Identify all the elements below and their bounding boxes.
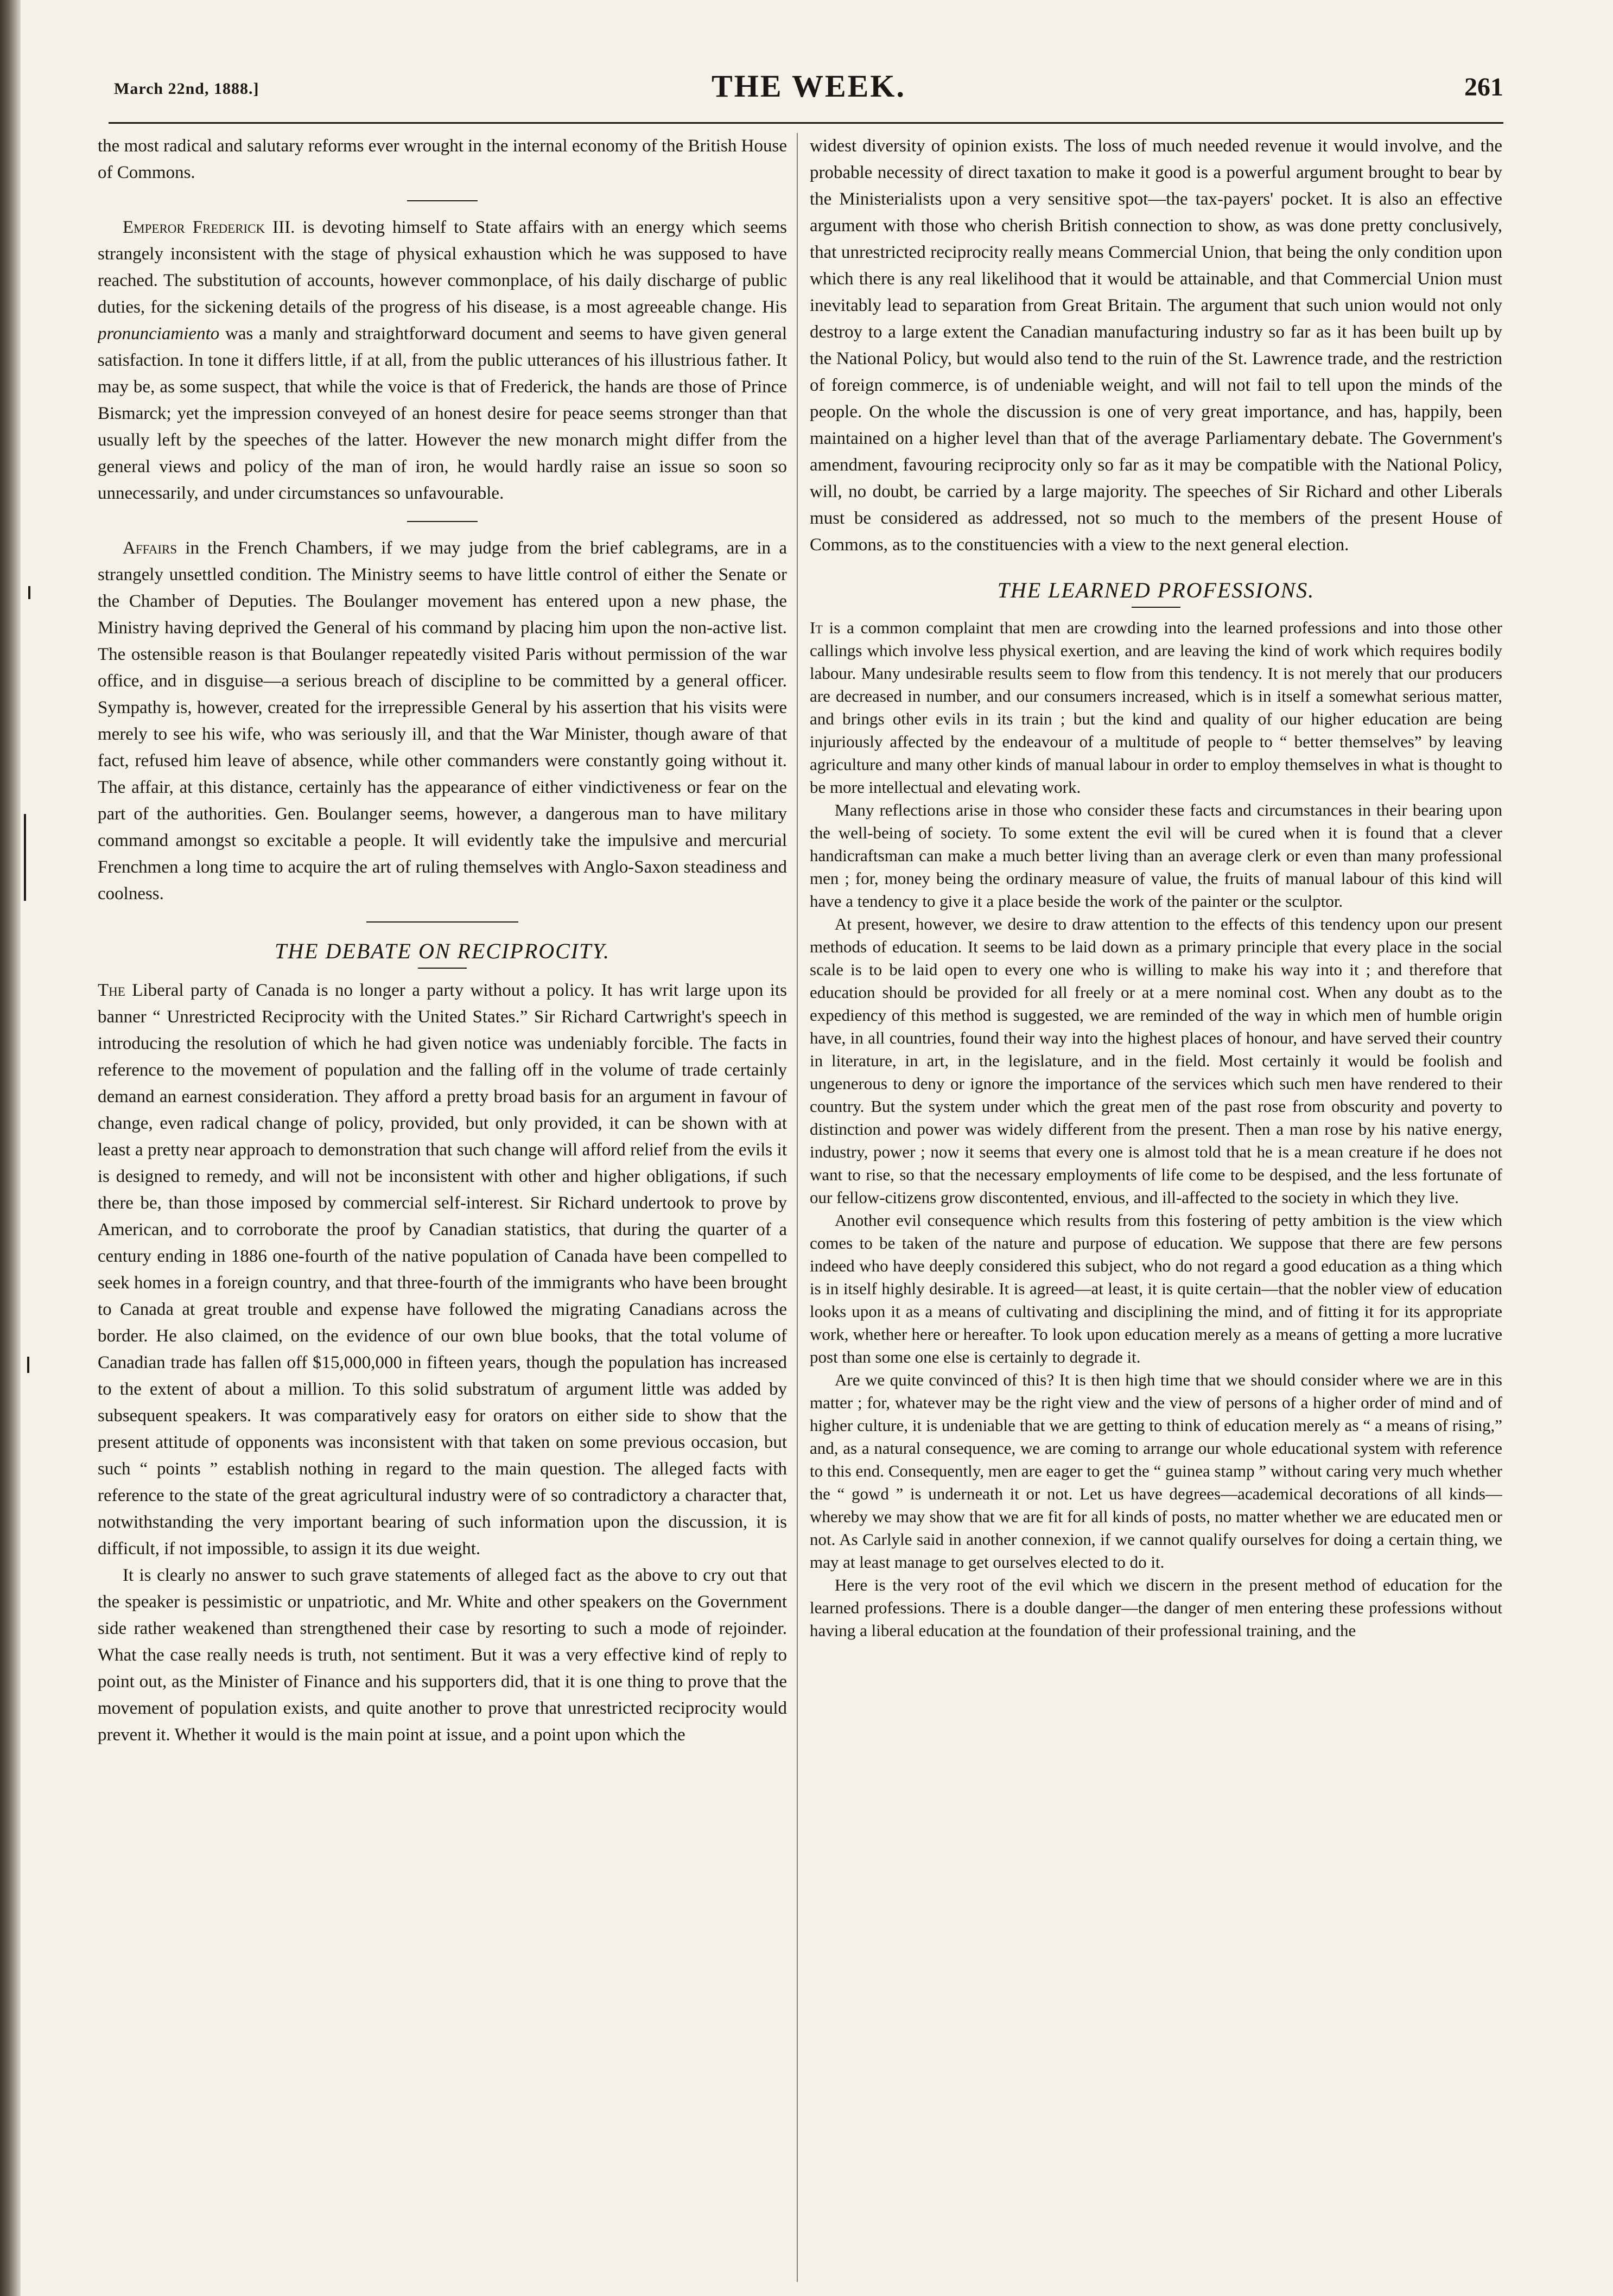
paragraph-emperor-frederick: Emperor Frederick III. is devoting himself to State affairs with an energy which seems strangely inconsistent with the stage of physical exhaustion which he was supposed to have reached. The substitution of accounts, however commonplace, of his daily discharge of public duties, for the sickening details of the progress of his disease, is a most agreeable change. His pronunciamiento was a manly and straightforward document and seems to have given general satisfaction. In tone it differs little, if at all, from the public utterances of his illustrious father. It may be, as some suspect, that while the voice is that of Frederick, the hands are those of Prince Bismarck; yet the impression conveyed of an honest desire for peace seems stronger than that usually left by the speeches of the latter. However the new monarch might differ from the general views and policy of the man of iron, he would hardly raise an issue so soon so unnecessarily, and under circumstances so unfavourable. — [98, 218, 787, 503]
heading-rule — [1132, 607, 1180, 608]
paragraph-continued-reciprocity: widest diversity of opinion exists. The loss of much needed revenue it would involve, and the probable necessity of direct taxation to make it good is a powerful argument brought to bear by the Ministerialists upon a very sensitive spot—the tax-payers' pocket. It is also an effective argument with those who cherish British connection to show, as was done pretty conclusively, that unrestricted reciprocity really means Commercial Union, that being the only condition upon which there is any real likelihood that it would be attainable, and that Commercial Union must inevitably lead to separation from Great Britain. The argument that such union would not only destroy to a large extent the Canadian manufacturing industry so far as it has been built up by the National Policy, but would also tend to the ruin of the St. Lawrence trade, and the restriction of foreign commerce, is of undeniable weight, and will not fail to tell upon the minds of the people. On the whole the discussion is one of very great importance, and has, happily, been maintained on a higher level than that of the average Parliamentary debate. The Government's amendment, favouring reciprocity only so far as it may be compatible with the National Policy, will, no doubt, be carried by a large majority. The speeches of Sir Richard and other Liberals must be considered as addressed, not so much to the members of the present House of Commons, as to the constituencies with a view to the next general election. — [810, 136, 1502, 555]
lead-words: Affairs — [123, 538, 177, 558]
section-separator — [407, 521, 478, 522]
paragraph-continued: the most radical and salutary reforms ever wrought in the internal economy of the British House of Commons. — [98, 136, 787, 182]
paragraph-root-of-evil: Here is the very root of the evil which we discern in the present method of education for the learned professions. There is a double danger—the danger of men entering these professions without having a liberal education at the foundation of their professional training, and the — [810, 1575, 1502, 1640]
paragraph-french-chambers: Affairs in the French Chambers, if we may judge from the brief cablegrams, are in a strangely unsettled condition. The Ministry seems to have little control of either the Senate or the Chamber of Deputies. The Boulanger movement has entered upon a new phase, the Ministry having deprived the General of his command by placing him upon the non-active list. The ostensible reason is that Boulanger repeatedly visited Paris without permission of the war office, and in disguise—a serious breach of discipline to be committed by a general officer. Sympathy is, however, created for the irrepressible General by his assertion that his visits were merely to see his wife, who was seriously ill, and that the War Minister, though aware of that fact, refused him leave of absence, while other commanders were constantly going without it. The affair, at this distance, certainly has the appearance of either vindictiveness or fear on the part of the authorities. Gen. Boulanger seems, however, a dangerous man to have military command amongst so excitable a people. It will evidently take the impulsive and mercurial Frenchmen a long time to acquire the art of ruling themselves with Anglo-Saxon steadiness and coolness. — [98, 538, 787, 904]
paragraph-liberal-party: The Liberal party of Canada is no longer a party without a policy. It has writ large upon its banner “ Unrestricted Reciprocity with the United States.” Sir Richard Cartwright's speech in introducing the resolution of which he had given notice was undeniably forcible. The facts in reference to the movement of population and the falling off in the volume of trade certainly demand an earnest consideration. They afford a pretty broad basis for an argument in favour of change, even radical change of policy, provided, but only provided, it can be shown with at least a pretty near approach to demonstration that such change will afford relief from the evils it is designed to remedy, and will not be inconsistent with other and higher obligations, if such there be, than those imposed by commercial self-interest. Sir Richard undertook to prove by American, and to corroborate the proof by Canadian statistics, that during the quarter of a century ending in 1886 one-fourth of the native population of Canada have been compelled to seek homes in a foreign country, and that three-fourth of the immigrants who have been brought to Canada at great trouble and expense have followed the migrating Canadians across the border. He also claimed, on the evidence of our own blue books, that the total volume of Canadian trade has fallen off $15,000,000 in fifteen years, though the population has increased to the extent of about a million. To this solid substratum of argument little was added by subsequent speakers. It was comparatively easy for orators on either side to show that the present attitude of opponents was inconsistent with that taken on some previous occasion, but such “ points ” establish nothing in regard to the main question. The alleged facts with reference to the state of the great agricultural industry were of so contradictory a character that, notwithstanding the very important bearing of such information upon the discussion, it is difficult, if not impossible, to assign it its due weight. — [98, 981, 787, 1559]
column-divider — [797, 133, 798, 2282]
publication-title: THE WEEK. — [712, 68, 906, 104]
margin-mark — [24, 814, 26, 901]
lead-words: It — [810, 618, 823, 637]
lead-words: The — [98, 981, 125, 1000]
paragraph-many-reflections: Many reflections arise in those who consider these facts and circumstances in their bearing upon the well-being of society. To some extent the evil will be cured when it is found that a clever handicraftsman can make a much better living than an average clerk or even than many professional men ; for, money being the ordinary measure of value, the fruits of manual labour of this kind will have a tendency to give it a place beside the work of the painter or the sculptor. — [810, 800, 1502, 911]
paragraph-common-complaint: It is a common complaint that men are crowding into the learned professions and into those other callings which involve less physical exertion, and are leaving the kind of work which requires bodily labour. Many undesirable results seem to flow from this tendency. It is not merely that our producers are decreased in number, and our consumers increased, which is in itself a somewhat serious matter, and brings other evils in its train ; but the kind and quality of our higher education are being injuriously affected by the endeavour of a multitude of people to “ better themselves” by leaving agriculture and many other kinds of manual labour in order to employ themselves in what is thought to be more intellectual and elevating work. — [810, 618, 1502, 797]
section-separator — [366, 921, 518, 923]
issue-date: March 22nd, 1888.] — [114, 80, 259, 98]
lead-words: Emperor Frederick III. — [123, 218, 295, 237]
page-number: 261 — [1464, 73, 1503, 101]
margin-mark — [27, 1357, 29, 1373]
article-heading-learned-professions: THE LEARNED PROFESSIONS. — [997, 578, 1315, 602]
paragraph-clearly-no-answer: It is clearly no answer to such grave statements of alleged fact as the above to cry out that the speaker is pessimistic or unpatriotic, and Mr. White and other speakers on the Government side rather weakened than strengthened their case by resorting to such a mode of rejoinder. What the case really needs is truth, not sentiment. But it was a very effective kind of reply to point out, as the Minister of Finance and his supporters did, that it is one thing to prove that the movement of population exists, and quite another to prove that unrestricted reciprocity would prevent it. Whether it would is the main point at issue, and a point upon which the — [98, 1566, 787, 1745]
masthead — [114, 68, 1503, 111]
article-heading-reciprocity: THE DEBATE ON RECIPROCITY. — [275, 939, 610, 963]
right-column — [810, 133, 1502, 2282]
learned-professions-body — [810, 616, 1502, 1642]
margin-mark — [28, 586, 30, 599]
left-column — [98, 133, 787, 2282]
heading-rule — [418, 968, 467, 969]
page-binding-edge — [0, 0, 21, 2296]
paragraph-are-we-convinced: Are we quite convinced of this? It is then high time that we should consider where we are in this matter ; for, whatever may be the right view and the view of persons of a higher order of mind and of higher culture, it is undeniable that we are getting to think of education merely as “ a means of rising,” and, as a natural consequence, we are coming to arrange our whole educational system with reference to this end. Consequently, men are eager to get the “ guinea stamp ” without caring very much whether the “ gowd ” is underneath it or not. Let us have degrees—academical decorations of all kinds—whereby we may show that we are fit for all kinds of posts, no matter whether we are educated men or not. As Carlyle said in another connexion, if we cannot qualify ourselves for doing a certain thing, we may at least manage to get ourselves elected to do it. — [810, 1370, 1502, 1572]
paragraph-another-evil: Another evil consequence which results from this fostering of petty ambition is the view which comes to be taken of the nature and purpose of education. We suppose that there are few persons indeed who have deeply considered this subject, who do not regard a good education as a thing which is in itself highly desirable. It is agreed—at least, it is quite certain—that the nobler view of education looks upon it as a means of cultivating and disciplining the mind, and of fitting it for its appropriate work, whether here or hereafter. To look upon education merely as a means of getting a more lucrative post than some one else is certainly to degrade it. — [810, 1211, 1502, 1366]
masthead-rule — [109, 122, 1503, 124]
paragraph-at-present: At present, however, we desire to draw attention to the effects of this tendency upon our present methods of education. It seems to be laid down as a primary principle that every place in the social scale is to be laid open to every one who is willing to make his way into it ; and therefore that education should be provided for all freely or at a mere nominal cost. When any doubt as to the expediency of this method is suggested, we are reminded of the way in which men of humble origin have, in all countries, found their way into the highest places of honour, and have served their country in literature, in art, in the legislature, and in the field. Most certainly it would be foolish and ungenerous to deny or ignore the importance of the services which such men have rendered to their country. But the system under which the great men of the past rose from obscurity and poverty to distinction and power was widely different from the present. Then a man rose by his native energy, industry, power ; now it seems that every one is almost told that he is a mean creature if he does not want to rise, so that the necessary employments of life come to be despised, and the less fortunate of our fellow-citizens grow discontented, envious, and ill-affected to the society in which they live. — [810, 914, 1502, 1207]
section-separator — [407, 200, 478, 201]
